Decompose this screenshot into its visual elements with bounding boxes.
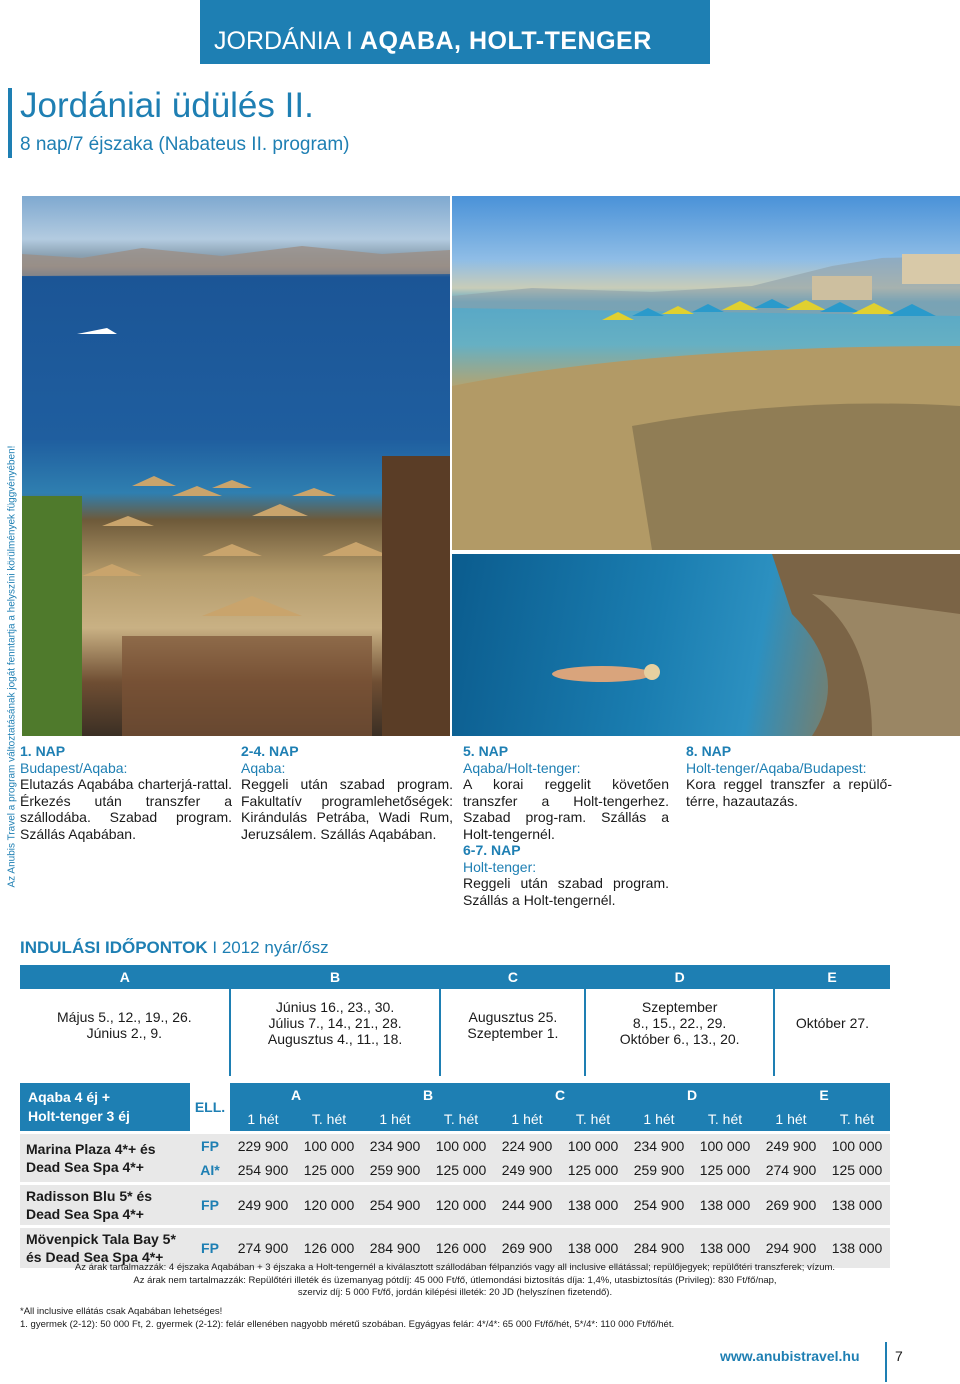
departures-table [20, 965, 890, 1076]
price-cell: 138 000 [824, 1185, 890, 1225]
price-cell: 269 900 [494, 1228, 560, 1268]
dep-cell-a [20, 989, 230, 1076]
dep-col-c: C [440, 965, 585, 989]
package-line-2: Holt-tenger 3 éj [28, 1108, 130, 1124]
departures-heading-season: I 2012 nyár/ősz [212, 938, 329, 957]
day-text: Reggeli után szabad program. Fakultatív programlehetőségek: Kirándulás Petrába, Wadi Rum, Jeruzsálem. Szállás Aqabában. [241, 776, 453, 842]
price-cell: 138 000 [824, 1228, 890, 1268]
dead-sea-beach-photo [452, 196, 960, 550]
dep-cell-b [230, 989, 441, 1076]
dep-date: Július 7., 14., 21., 28. [268, 1015, 402, 1031]
dep-col-b: B [230, 965, 441, 989]
hotel-line-2: Dead Sea Spa 4*+ [26, 1206, 144, 1222]
footnote-children: 1. gyermek (2-12): 50 000 Ft, 2. gyermek (2-12): felár ellenében nagyobb méretű szobában. Egyágyas felár: 4*/4*: 65 000 Ft/fő/hét, 5*/4*: 110 000 Ft/fő/hét. [20, 1319, 675, 1330]
price-cell: 138 000 [692, 1228, 758, 1268]
price-cell: 125 000 [824, 1158, 890, 1182]
price-row [20, 1134, 890, 1158]
board-type: FP [190, 1185, 230, 1225]
price-cell: 249 900 [758, 1134, 824, 1158]
price-cell: 234 900 [362, 1134, 428, 1158]
price-cell: 269 900 [758, 1185, 824, 1225]
price-cell: 138 000 [560, 1228, 626, 1268]
price-cell: 259 900 [362, 1158, 428, 1182]
price-cell: 120 000 [428, 1185, 494, 1225]
price-col-e: E [758, 1083, 890, 1107]
header-region: AQABA, HOLT-TENGER [359, 27, 652, 55]
price-rows [20, 1134, 890, 1268]
itinerary-day-8 [686, 743, 892, 809]
sub-extra-week: T. hét [824, 1107, 890, 1131]
itinerary-day-1 [20, 743, 232, 842]
day-number: 5. NAP [463, 743, 509, 759]
dep-date: Június 16., 23., 30. [275, 999, 395, 1015]
departures-heading-bold: INDULÁSI IDŐPONTOK [20, 938, 208, 957]
hotel-name [20, 1185, 190, 1225]
price-cell: 100 000 [824, 1134, 890, 1158]
day-number: 1. NAP [20, 743, 66, 759]
departures-heading [20, 938, 329, 958]
price-cell: 249 900 [230, 1185, 296, 1225]
header-country: JORDÁNIA [214, 27, 340, 55]
hotel-line-1: Mövenpick Tala Bay 5* [26, 1231, 176, 1247]
page-subtitle: 8 nap/7 éjszaka (Nabateus II. program) [20, 134, 350, 155]
price-col-a: A [230, 1083, 362, 1107]
package-line-1: Aqaba 4 éj + [28, 1089, 111, 1105]
hotel-line-1: Radisson Blu 5* és [26, 1188, 153, 1204]
header-separator: I [345, 27, 353, 55]
sub-extra-week: T. hét [560, 1107, 626, 1131]
price-cell: 125 000 [428, 1158, 494, 1182]
dep-date: Október 27. [795, 1015, 870, 1031]
day-text: Elutazás Aqabába charterjá-rattal. Érkezés után transzfer a szállodába. Szabad program. Szállás Aqabában. [20, 776, 232, 842]
website-link[interactable]: www.anubistravel.hu [720, 1348, 860, 1364]
dep-date: Május 5., 12., 19., 26. [57, 1009, 192, 1025]
dep-col-d: D [585, 965, 774, 989]
page-number-divider [885, 1342, 887, 1382]
hotel-line-1: Marina Plaza 4*+ és [26, 1141, 156, 1157]
sub-week: 1 hét [494, 1107, 560, 1131]
price-cell: 100 000 [560, 1134, 626, 1158]
price-cell: 138 000 [692, 1185, 758, 1225]
price-cell: 224 900 [494, 1134, 560, 1158]
day-text-2: Reggeli után szabad program. Szállás a Holt-tengernél. [463, 875, 669, 908]
price-table [20, 1083, 890, 1268]
sub-extra-week: T. hét [428, 1107, 494, 1131]
board-header: ELL. [190, 1083, 230, 1131]
dep-cell-d [585, 989, 774, 1076]
dep-col-e: E [774, 965, 890, 989]
price-cell: 126 000 [296, 1228, 362, 1268]
day-number: 8. NAP [686, 743, 732, 759]
floating-swimmer-photo [452, 554, 960, 736]
price-cell: 284 900 [362, 1228, 428, 1268]
excludes-note-2: szerviz díj: 5 000 Ft/fő, jordán kilépési illeték: 20 JD (helyszínen fizetendő). [297, 1287, 613, 1298]
price-cell: 249 900 [494, 1158, 560, 1182]
price-cell: 259 900 [626, 1158, 692, 1182]
day-heading: Budapest/Aqaba: [20, 759, 128, 776]
dep-date: Szeptember [641, 999, 718, 1015]
hotel-name [20, 1134, 190, 1182]
price-cell: 100 000 [692, 1134, 758, 1158]
board-type: AI* [190, 1158, 230, 1182]
package-label [20, 1083, 190, 1131]
price-cell: 120 000 [296, 1185, 362, 1225]
dep-cell-c [440, 989, 585, 1076]
board-type: FP [190, 1134, 230, 1158]
sub-week: 1 hét [362, 1107, 428, 1131]
day-heading-2: Holt-tenger: [463, 858, 537, 875]
header-bar [200, 0, 710, 64]
price-cell: 100 000 [428, 1134, 494, 1158]
day-text: Kora reggel transzfer a repülő-térre, hazautazás. [686, 776, 892, 809]
price-cell: 234 900 [626, 1134, 692, 1158]
sub-extra-week: T. hét [296, 1107, 362, 1131]
dep-date: Október 6., 13., 20. [619, 1031, 740, 1047]
excludes-note: Az árak nem tartalmazzák: Repülőtéri illeték és üzemanyag pótdíj: 45 000 Ft/fő, útlemondási biztosítás díja: 1,4%, utasbiztosítás (Privileg): 830 Ft/fő/nap, [133, 1274, 777, 1286]
header-text [214, 27, 652, 56]
price-col-c: C [494, 1083, 626, 1107]
price-cell: 125 000 [560, 1158, 626, 1182]
price-cell: 125 000 [692, 1158, 758, 1182]
dep-date: Június 2., 9. [86, 1025, 163, 1041]
footnote-ai: *All inclusive ellátás csak Aqabában lehetséges! [20, 1306, 223, 1317]
price-cell: 274 900 [758, 1158, 824, 1182]
resort-photo [22, 196, 450, 736]
side-disclaimer: Az Anubis Travel a program változtatásának jogát fenntartja a helyszíni körülmények függvényében! [6, 445, 18, 888]
price-cell: 138 000 [560, 1185, 626, 1225]
sub-week: 1 hét [230, 1107, 296, 1131]
sub-week: 1 hét [758, 1107, 824, 1131]
price-cell: 229 900 [230, 1134, 296, 1158]
dep-date: Szeptember 1. [467, 1025, 559, 1041]
price-row [20, 1185, 890, 1225]
price-cell: 254 900 [626, 1185, 692, 1225]
page-number: 7 [895, 1348, 903, 1364]
price-cell: 274 900 [230, 1228, 296, 1268]
price-cell: 244 900 [494, 1185, 560, 1225]
page-title: Jordániai üdülés II. [20, 86, 314, 125]
dep-cell-e [774, 989, 890, 1076]
includes-note: Az árak tartalmazzák: 4 éjszaka Aqabában + 3 éjszaka a Holt-tengernél a kiválasztott szállodában félpanziós vagy all inclusive ellátással; repülőjegyek; repülőtéri transzferek; vízum. [74, 1262, 836, 1273]
price-cell: 125 000 [296, 1158, 362, 1182]
price-cell: 294 900 [758, 1228, 824, 1268]
day-heading: Holt-tenger/Aqaba/Budapest: [686, 759, 867, 776]
title-accent-bar [8, 88, 12, 158]
hotel-line-2: és Dead Sea Spa 4*+ [26, 1249, 164, 1265]
day-heading: Aqaba/Holt-tenger: [463, 759, 581, 776]
price-cell: 100 000 [296, 1134, 362, 1158]
price-cell: 254 900 [230, 1158, 296, 1182]
dep-date: Augusztus 25. [468, 1009, 558, 1025]
price-col-d: D [626, 1083, 758, 1107]
price-cell: 254 900 [362, 1185, 428, 1225]
itinerary-day-2-4 [241, 743, 453, 842]
hotel-line-2: Dead Sea Spa 4*+ [26, 1159, 144, 1175]
price-cell: 284 900 [626, 1228, 692, 1268]
day-text: A korai reggelit követően transzfer a Holt-tengerhez. Szabad prog-ram. Szállás a Holt-tengernél. [463, 776, 669, 842]
day-number: 2-4. NAP [241, 743, 299, 759]
price-cell: 126 000 [428, 1228, 494, 1268]
price-col-b: B [362, 1083, 494, 1107]
board-type: FP [190, 1228, 230, 1268]
sub-week: 1 hét [626, 1107, 692, 1131]
price-notes [20, 1262, 890, 1300]
itinerary-day-5-7 [463, 743, 669, 908]
sub-extra-week: T. hét [692, 1107, 758, 1131]
dep-date: Augusztus 4., 11., 18. [267, 1031, 403, 1047]
day-heading: Aqaba: [241, 759, 286, 776]
day-number-2: 6-7. NAP [463, 842, 521, 858]
dep-col-a: A [20, 965, 230, 989]
dep-date: 8., 15., 22., 29. [632, 1015, 727, 1031]
